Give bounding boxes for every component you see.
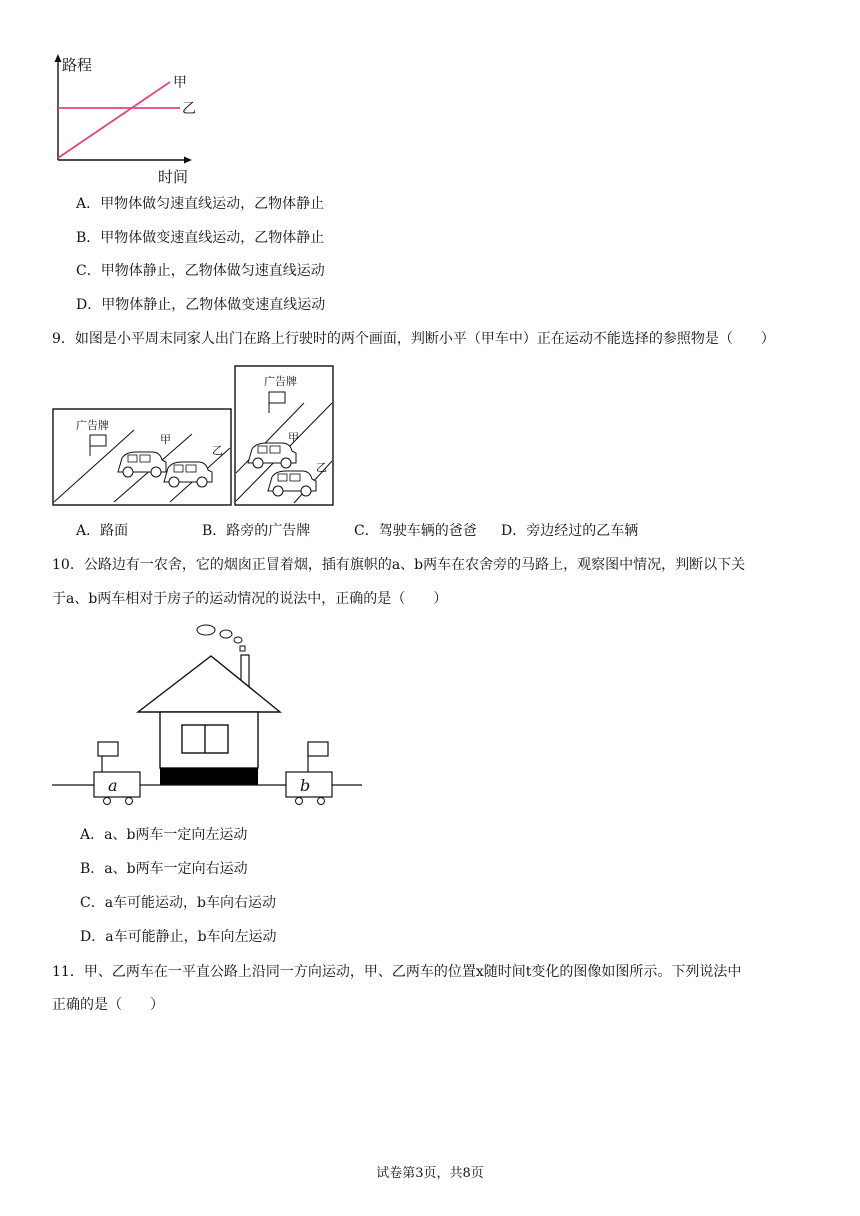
q9-figure-scene-2 xyxy=(234,365,334,506)
q10-figure-house-and-cars xyxy=(50,618,366,812)
q9-option-a: A．路面 xyxy=(76,523,129,539)
q8-option-a: A．甲物体做匀速直线运动，乙物体静止 xyxy=(76,196,325,212)
car-b xyxy=(286,742,332,805)
house-base xyxy=(160,768,258,785)
q9-option-c: C．驾驶车辆的爸爸 xyxy=(354,523,477,539)
smoke-puff xyxy=(234,637,242,643)
x-axis-label: 时间 xyxy=(158,168,189,186)
smoke-puff xyxy=(220,630,232,638)
roof xyxy=(138,656,280,712)
distance-time-graph xyxy=(40,50,210,186)
q9-stem: 9．如图是小平周末同家人出门在路上行驶时的两个画面，判断小平（甲车中）正在运动不能选择的参照物是（ ） xyxy=(52,331,775,347)
billboard-label-2: 广告牌 xyxy=(264,375,297,388)
q10-stem-line-2: 于a、b两车相对于房子的运动情况的说法中，正确的是（ ） xyxy=(52,591,448,607)
car-yi-label-1: 乙 xyxy=(212,444,223,457)
label-jia: 甲 xyxy=(173,75,187,91)
car-a-label: a xyxy=(108,776,118,795)
q9-figure-scene-1 xyxy=(52,408,232,506)
flag-a xyxy=(98,742,118,756)
car-jia-label-2: 甲 xyxy=(288,431,299,444)
line-jia xyxy=(58,82,170,158)
q9-option-d: D．旁边经过的乙车辆 xyxy=(501,523,639,539)
q11-stem-line-1: 11．甲、乙两车在一平直公路上沿同一方向运动，甲、乙两车的位置x随时间t变化的图像如图所示。下列说法中 xyxy=(52,964,742,980)
car-a xyxy=(94,742,140,805)
car-jia-label-1: 甲 xyxy=(160,433,171,446)
q8-option-b: B．甲物体做变速直线运动，乙物体静止 xyxy=(76,230,325,246)
car-yi-label-2: 乙 xyxy=(316,461,327,474)
q8-option-d: D．甲物体静止，乙物体做变速直线运动 xyxy=(76,297,326,313)
billboard-icon xyxy=(90,435,106,446)
q9-option-b: B．路旁的广告牌 xyxy=(202,523,311,539)
page-footer: 试卷第3页，共8页 xyxy=(376,1166,484,1181)
q10-option-d: D．a车可能静止，b车向左运动 xyxy=(80,929,277,945)
car-b-label: b xyxy=(300,776,311,795)
y-axis-label: 路程 xyxy=(62,56,93,74)
label-yi: 乙 xyxy=(182,101,196,117)
q10-option-a: A．a、b两车一定向左运动 xyxy=(80,827,248,843)
q10-option-c: C．a车可能运动，b车向右运动 xyxy=(80,895,277,911)
q8-option-c: C．甲物体静止，乙物体做匀速直线运动 xyxy=(76,263,325,279)
flag-b xyxy=(308,742,328,756)
q11-stem-line-2: 正确的是（ ） xyxy=(52,997,164,1013)
smoke-puff xyxy=(197,625,215,635)
billboard-label-1: 广告牌 xyxy=(76,419,109,432)
q10-option-b: B．a、b两车一定向右运动 xyxy=(80,861,248,877)
q10-stem-line-1: 10．公路边有一农舍，它的烟囱正冒着烟，插有旗帜的a、b两车在农舍旁的马路上，观察图中情况，判断以下关 xyxy=(52,557,746,573)
